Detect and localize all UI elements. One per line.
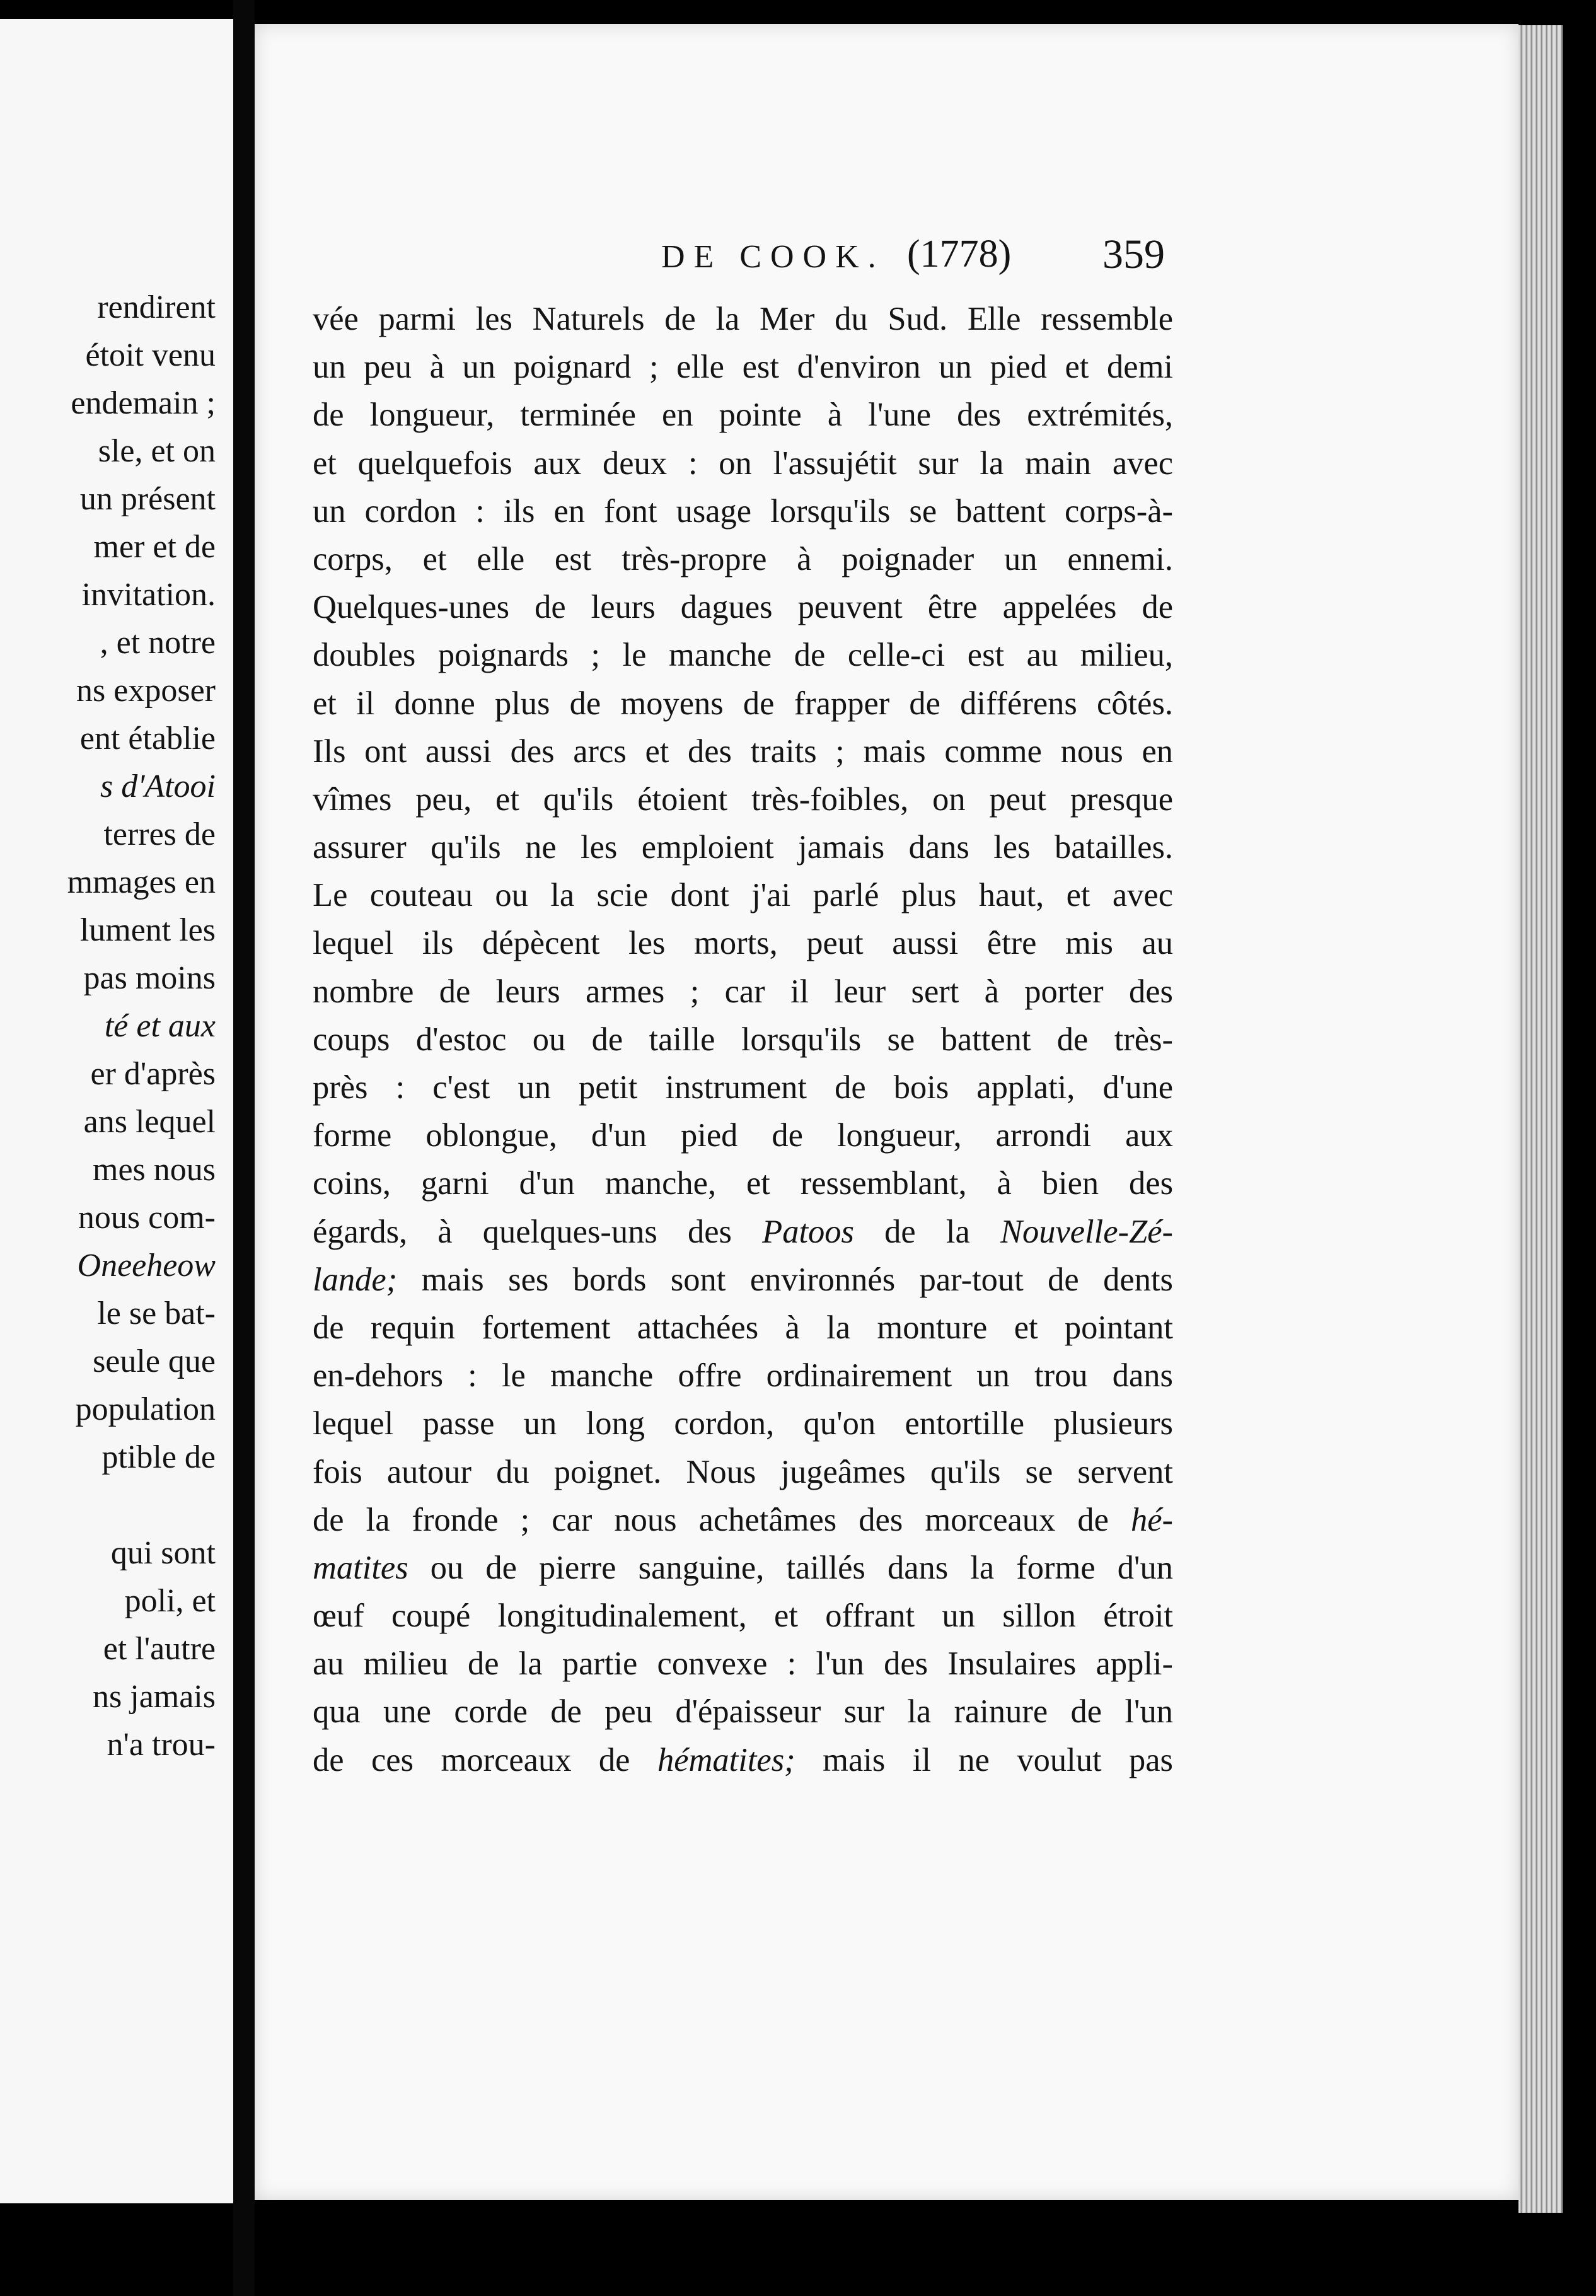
text-line bbox=[313, 919, 1173, 967]
text-run: et il donne plus de moyens de frapper de différens côtés. bbox=[313, 685, 1173, 722]
text-line bbox=[313, 871, 1173, 919]
left-page-line: mes nous bbox=[93, 1152, 216, 1188]
italic-term: hématites; bbox=[657, 1741, 795, 1778]
scan-border bbox=[1563, 0, 1596, 2296]
text-run: et quelquefois aux deux : on l'assujétit sur la main avec bbox=[313, 444, 1173, 482]
text-line bbox=[313, 775, 1173, 823]
left-page-line: ns jamais bbox=[93, 1679, 216, 1715]
text-run: qua une corde de peu d'épaisseur sur la rainure de l'un bbox=[313, 1693, 1173, 1731]
right-page bbox=[255, 24, 1518, 2200]
left-page-text bbox=[67, 284, 216, 1769]
italic-term: lande; bbox=[313, 1261, 398, 1298]
text-line bbox=[313, 631, 1173, 679]
text-line bbox=[313, 487, 1173, 535]
page-edges bbox=[1518, 25, 1563, 2213]
left-page-line: un présent bbox=[79, 481, 216, 517]
text-line bbox=[313, 1688, 1173, 1736]
running-header bbox=[255, 231, 1433, 289]
left-page-line: population bbox=[75, 1391, 216, 1427]
text-line bbox=[313, 391, 1173, 439]
left-page-line: , et notre bbox=[100, 625, 216, 661]
text-run: corps, et elle est très-propre à poignader un ennemi. bbox=[313, 540, 1173, 577]
running-title: DE COOK. bbox=[661, 239, 885, 275]
left-page-line: invitation. bbox=[81, 577, 216, 613]
italic-term: Nouvelle-Zé- bbox=[1000, 1213, 1173, 1250]
text-run: vée parmi les Naturels de la Mer du Sud. Elle ressemble bbox=[313, 301, 1173, 337]
left-page-line: nous com- bbox=[78, 1200, 216, 1236]
text-run: Ils ont aussi des arcs et des traits ; mais comme nous en bbox=[313, 733, 1173, 770]
text-line bbox=[313, 728, 1173, 775]
text-run: un cordon : ils en font usage lorsqu'ils se battent corps-à- bbox=[313, 492, 1173, 530]
text-run: fois autour du poignet. Nous jugeâmes qu'ils se servent bbox=[313, 1453, 1173, 1490]
italic-term: Patoos bbox=[762, 1213, 854, 1250]
text-line bbox=[313, 439, 1173, 487]
text-run: un peu à un poignard ; elle est d'environ un pied et demi bbox=[313, 349, 1173, 386]
left-page-line: ent établie bbox=[79, 721, 216, 757]
text-line bbox=[313, 295, 1173, 343]
text-run: œuf coupé longitudinalement, et offrant un sillon étroit bbox=[313, 1597, 1173, 1635]
left-page-line: qui sont bbox=[110, 1535, 216, 1571]
text-run: de la fronde ; car nous achetâmes des morceaux de bbox=[313, 1501, 1131, 1538]
text-line bbox=[313, 823, 1173, 871]
left-page-line: seule que bbox=[93, 1343, 216, 1379]
text-run: assurer qu'ils ne les emploient jamais dans les batailles. bbox=[313, 829, 1173, 866]
left-facing-page bbox=[0, 19, 233, 2203]
text-line bbox=[313, 1016, 1173, 1064]
text-run: au milieu de la partie convexe : l'un des Insulaires appli- bbox=[313, 1645, 1173, 1683]
left-page-line bbox=[67, 1481, 216, 1529]
left-page-line: et l'autre bbox=[103, 1631, 216, 1667]
text-line bbox=[313, 1352, 1173, 1400]
left-page-line: poli, et bbox=[124, 1583, 216, 1619]
text-run: nombre de leurs armes ; car il leur sert à porter des bbox=[313, 973, 1173, 1010]
text-run: Le couteau ou la scie dont j'ai parlé plus haut, et avec bbox=[313, 877, 1173, 914]
text-line bbox=[313, 583, 1173, 631]
left-page-line: Oneeheow bbox=[77, 1248, 216, 1284]
text-run: lequel passe un long cordon, qu'on entortille plusieurs bbox=[313, 1405, 1173, 1442]
text-run: près : c'est un petit instrument de bois applati, d'une bbox=[313, 1069, 1173, 1106]
text-line bbox=[313, 1736, 1173, 1784]
left-page-line: rendirent bbox=[97, 289, 216, 325]
book-gutter bbox=[233, 0, 255, 2296]
text-line bbox=[313, 1640, 1173, 1688]
text-line bbox=[313, 535, 1173, 583]
left-page-line: mmages en bbox=[67, 864, 216, 900]
text-run: mais ses bords sont environnés par-tout de dents bbox=[397, 1261, 1173, 1298]
text-line bbox=[313, 1159, 1173, 1207]
text-line bbox=[313, 1064, 1173, 1111]
italic-term: matites bbox=[313, 1549, 408, 1586]
left-page-line: ans lequel bbox=[83, 1104, 216, 1140]
left-page-line: endemain ; bbox=[71, 385, 216, 421]
italic-term: hé- bbox=[1130, 1501, 1173, 1538]
text-run: Quelques-unes de leurs dagues peuvent être appelées de bbox=[313, 589, 1173, 626]
text-run: lequel ils dépècent les morts, peut aussi être mis au bbox=[313, 925, 1173, 962]
text-run: mais il ne voulut pas bbox=[795, 1741, 1173, 1778]
text-run: vîmes peu, et qu'ils étoient très-foibles, on peut presque bbox=[313, 780, 1173, 818]
text-run: coups d'estoc ou de taille lorsqu'ils se battent de très- bbox=[313, 1021, 1173, 1058]
text-run: de longueur, terminée en pointe à l'une des extrémités, bbox=[313, 397, 1173, 434]
text-line bbox=[313, 680, 1173, 728]
text-line bbox=[313, 1208, 1173, 1256]
text-run: forme oblongue, d'un pied de longueur, arrondi aux bbox=[313, 1117, 1173, 1154]
text-line bbox=[313, 1448, 1173, 1496]
text-line bbox=[313, 1400, 1173, 1447]
text-line bbox=[313, 1592, 1173, 1640]
text-run: doubles poignards ; le manche de celle-ci est au milieu, bbox=[313, 637, 1173, 674]
left-page-line: le se bat- bbox=[97, 1296, 216, 1331]
text-line bbox=[313, 1496, 1173, 1544]
left-page-line: terres de bbox=[103, 816, 216, 852]
left-page-line: té et aux bbox=[104, 1008, 216, 1044]
left-page-line: mer et de bbox=[93, 529, 216, 565]
text-run: de requin fortement attachées à la monture et pointant bbox=[313, 1309, 1173, 1346]
text-run: coins, garni d'un manche, et ressemblant, à bien des bbox=[313, 1165, 1173, 1202]
text-run: de ces morceaux de bbox=[313, 1741, 657, 1778]
text-line bbox=[313, 1111, 1173, 1159]
text-run: de la bbox=[853, 1213, 1000, 1250]
left-page-line: ns exposer bbox=[76, 673, 216, 709]
text-run: en-dehors : le manche offre ordinairement un trou dans bbox=[313, 1357, 1173, 1394]
text-line bbox=[313, 1304, 1173, 1352]
left-page-line: s d'Atooi bbox=[100, 768, 216, 804]
left-page-line: lument les bbox=[79, 912, 216, 948]
left-page-line: n'a trou- bbox=[107, 1727, 216, 1763]
page-body-text bbox=[313, 295, 1173, 1784]
left-page-line: étoit venu bbox=[85, 337, 216, 373]
page-number: 359 bbox=[1102, 231, 1165, 277]
text-line bbox=[313, 968, 1173, 1016]
text-run: égards, à quelques-uns des bbox=[313, 1213, 763, 1250]
text-run: ou de pierre sanguine, taillés dans la forme d'un bbox=[408, 1549, 1173, 1586]
left-page-line: er d'après bbox=[90, 1056, 216, 1092]
text-line bbox=[313, 343, 1173, 391]
left-page-line: sle, et on bbox=[98, 433, 216, 469]
left-page-line: ptible de bbox=[101, 1439, 216, 1475]
header-year: (1778) bbox=[907, 233, 1012, 275]
text-line bbox=[313, 1544, 1173, 1592]
text-line bbox=[313, 1256, 1173, 1304]
left-page-line: pas moins bbox=[83, 960, 216, 996]
